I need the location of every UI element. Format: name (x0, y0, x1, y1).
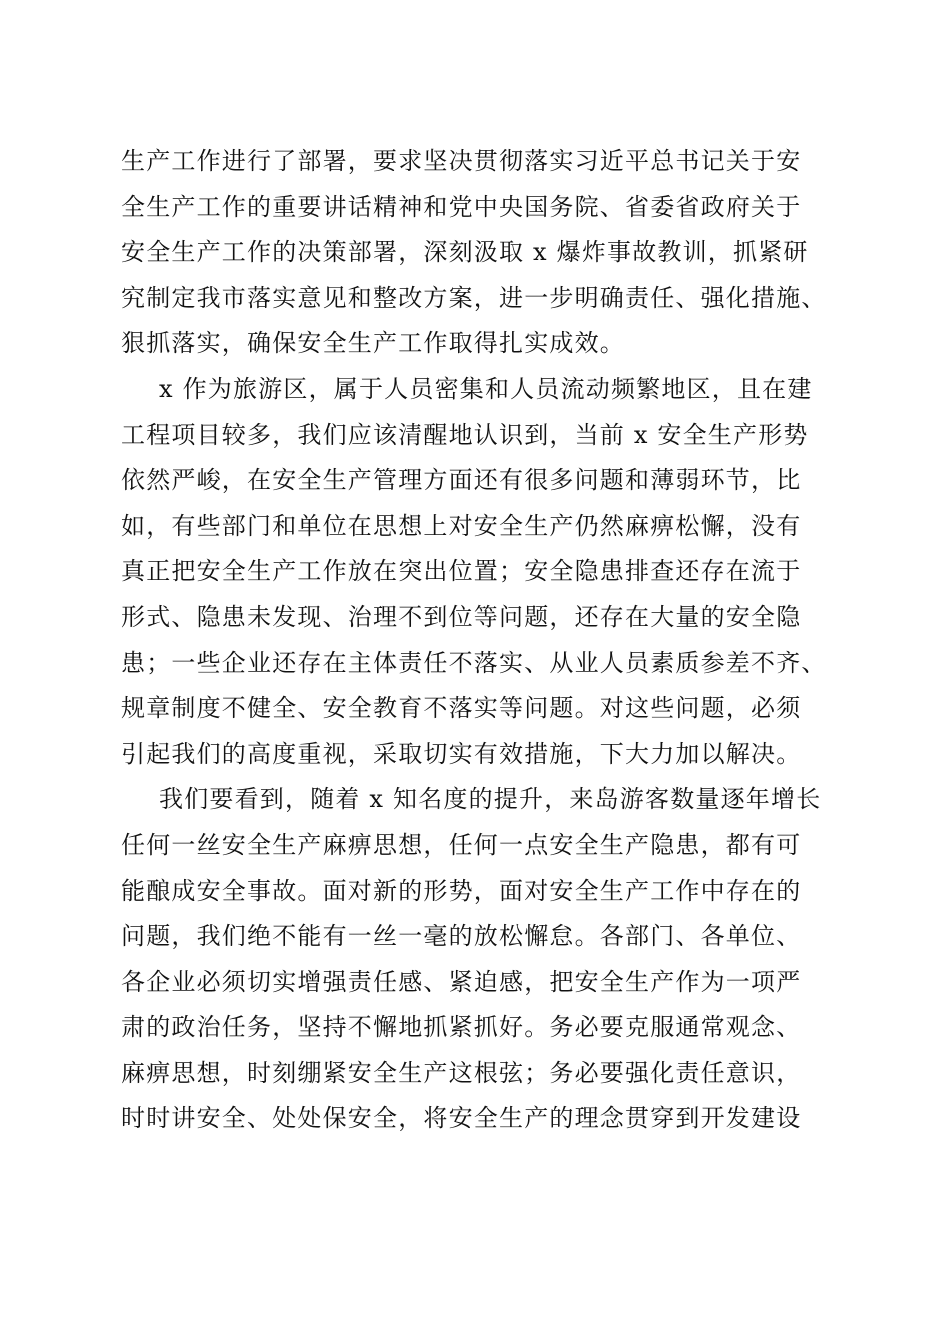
paragraph-3 (121, 777, 833, 1142)
text-line: 能酿成安全事故。面对新的形势，面对安全生产工作中存在的 (121, 876, 802, 905)
text-line: 时时讲安全、处处保安全，将安全生产的理念贯穿到开发建设 (121, 1104, 802, 1133)
text-line: 肃的政治任务，坚持不懈地抓紧抓好。务必要克服通常观念、 (121, 1013, 802, 1042)
text-line: 问题，我们绝不能有一丝一毫的放松懈怠。各部门、各单位、 (121, 922, 802, 951)
text-line: 真正把安全生产工作放在突出位置；安全隐患排查还存在流于 (121, 557, 802, 586)
text-line: 任何一丝安全生产麻痹思想，任何一点安全生产隐患，都有可 (121, 830, 802, 859)
text-line: 究制定我市落实意见和整改方案，进一步明确责任、强化措施、 (121, 283, 827, 312)
paragraph-2 (121, 367, 833, 777)
text-line-first: x 作为旅游区，属于人员密集和人员流动频繁地区，且在建 (159, 374, 813, 403)
text-line: 形式、隐患未发现、治理不到位等问题，还存在大量的安全隐 (121, 602, 802, 631)
text-line: 患；一些企业还存在主体责任不落实、从业人员素质参差不齐、 (121, 648, 827, 677)
body-text (121, 139, 833, 1142)
text-line: 安全生产工作的决策部署，深刻汲取 x 爆炸事故教训，抓紧研 (121, 238, 809, 267)
text-line: 生产工作进行了部署，要求坚决贯彻落实习近平总书记关于安 (121, 147, 802, 175)
text-line: 狠抓落实，确保安全生产工作取得扎实成效。 (121, 329, 625, 358)
text-line: 工程项目较多，我们应该清醒地认识到，当前 x 安全生产形势 (121, 420, 809, 449)
text-line: 引起我们的高度重视，采取切实有效措施，下大力加以解决。 (121, 739, 802, 768)
text-line: 规章制度不健全、安全教育不落实等问题。对这些问题，必须 (121, 694, 802, 723)
text-line: 依然严峻，在安全生产管理方面还有很多问题和薄弱环节，比 (121, 466, 802, 495)
text-line: 各企业必须切实增强责任感、紧迫感，把安全生产作为一项严 (121, 967, 802, 996)
text-line: 如，有些部门和单位在思想上对安全生产仍然麻痹松懈，没有 (121, 511, 802, 540)
paragraph-1 (121, 139, 833, 367)
text-line-first: 我们要看到，随着 x 知名度的提升，来岛游客数量逐年增长 (159, 785, 822, 814)
text-line: 全生产工作的重要讲话精神和党中央国务院、省委省政府关于 (121, 192, 802, 221)
text-line: 麻痹思想，时刻绷紧安全生产这根弦；务必要强化责任意识， (121, 1058, 802, 1087)
